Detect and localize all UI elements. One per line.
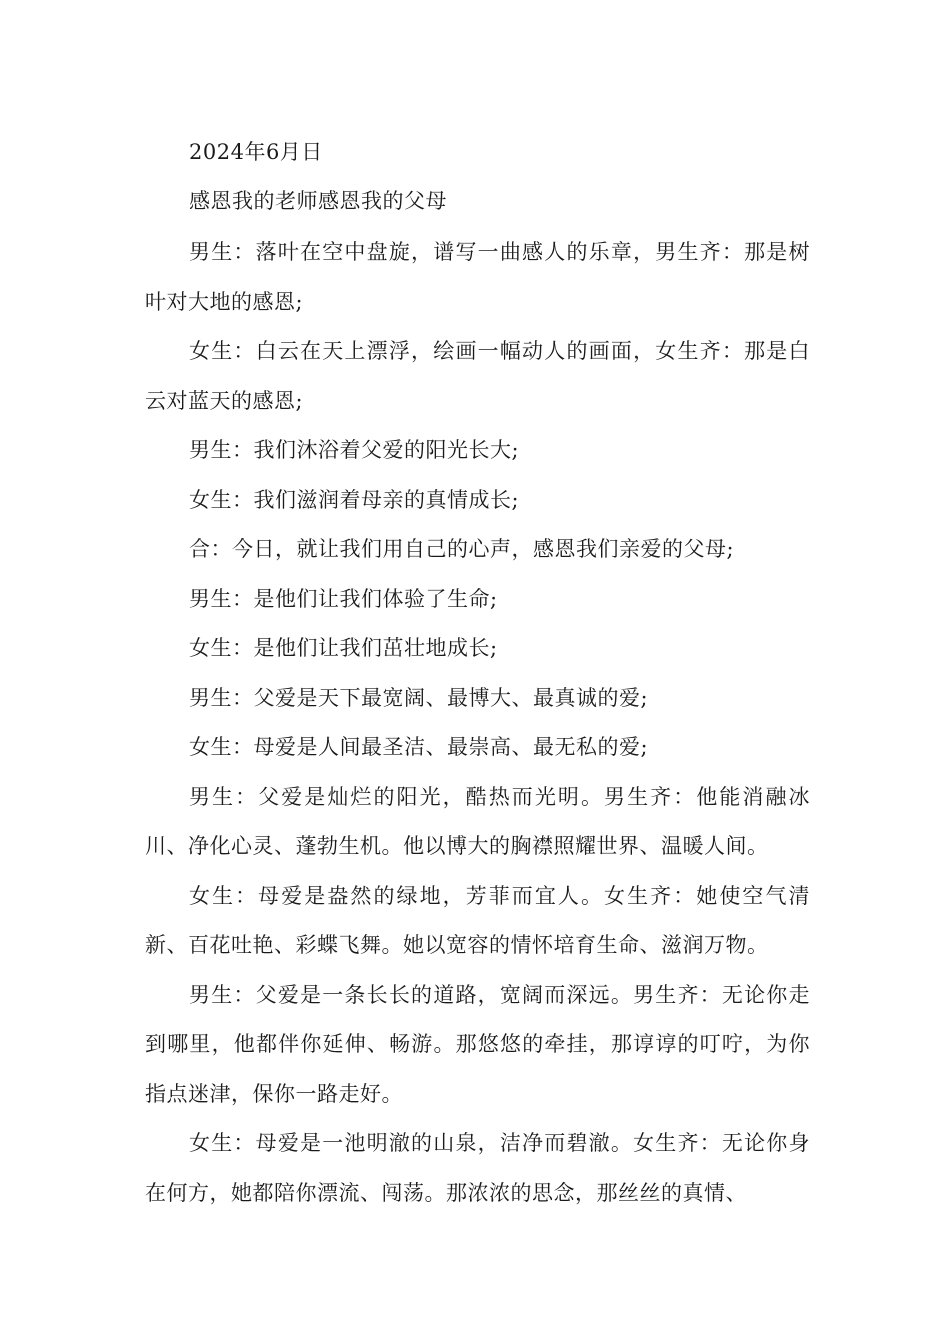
paragraph-2: 女生：白云在天上漂浮，绘画一幅动人的画面，女生齐：那是白云对蓝天的感恩;	[145, 339, 810, 413]
paragraph-13: 女生：母爱是一池明澈的山泉，洁净而碧澈。女生齐：无论你身在何方，她都陪你漂流、闯荡。那浓浓的思念，那丝丝的真情、	[145, 1131, 810, 1205]
paragraph-1: 男生：落叶在空中盘旋，谱写一曲感人的乐章，男生齐：那是树叶对大地的感恩;	[145, 240, 810, 314]
paragraph-7: 女生：是他们让我们茁壮地成长;	[189, 636, 498, 660]
document-body	[145, 128, 810, 1218]
paragraph-4: 女生：我们滋润着母亲的真情成长;	[189, 487, 520, 512]
paragraph-10: 男生：父爱是灿烂的阳光，酷热而光明。男生齐：他能消融冰川、净化心灵、蓬勃生机。他以博大的胸襟照耀世界、温暖人间。	[145, 784, 810, 858]
paragraph-12: 男生：父爱是一条长长的道路，宽阔而深远。男生齐：无论你走到哪里，他都伴你延伸、畅游。那悠悠的牵挂，那谆谆的叮咛，为你指点迷津，保你一路走好。	[145, 982, 810, 1106]
paragraph-5: 合：今日，就让我们用自己的心声，感恩我们亲爱的父母;	[189, 537, 735, 561]
document-title: 感恩我的老师感恩我的父母	[189, 189, 447, 213]
paragraph-9: 女生：母爱是人间最圣洁、最崇高、最无私的爱;	[189, 735, 649, 759]
paragraph-6: 男生：是他们让我们体验了生命;	[189, 586, 498, 611]
paragraph-11: 女生：母爱是盎然的绿地，芳菲而宜人。女生齐：她使空气清新、百花吐艳、彩蝶飞舞。她以宽容的情怀培育生命、滋润万物。	[145, 883, 810, 957]
paragraph-3: 男生：我们沐浴着父爱的阳光长大;	[189, 438, 520, 462]
paragraph-8: 男生：父爱是天下最宽阔、最博大、最真诚的爱;	[189, 685, 649, 710]
document-date: 2024年6月日	[189, 140, 323, 164]
